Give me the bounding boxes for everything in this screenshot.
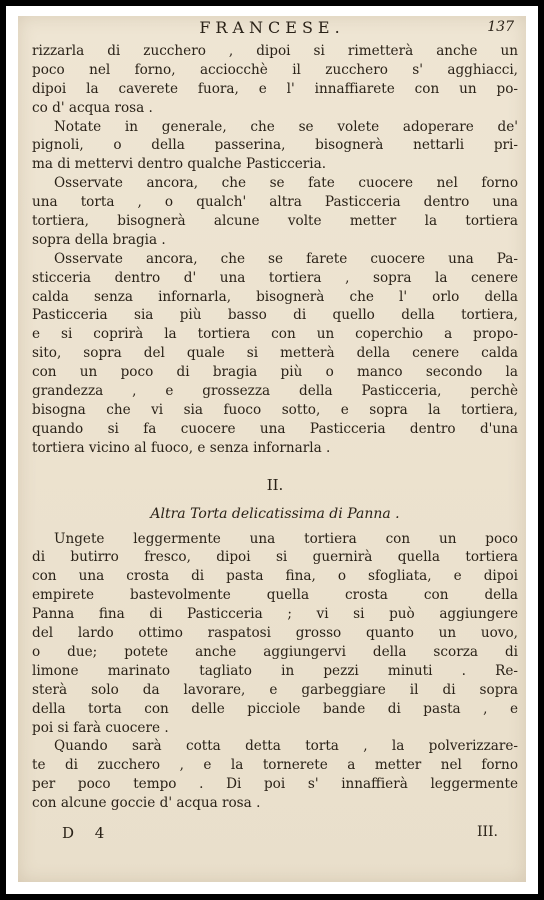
text-line: empirete bastevolmente quella crosta con della: [32, 587, 518, 604]
text-line: per poco tempo . Di poi s' innaffierà leggermente: [32, 776, 518, 793]
page-footer: [18, 824, 526, 846]
paragraph-recipe-method: [32, 530, 518, 738]
text-line: pignoli, o della passerina, bisognerà nettarli pri-: [32, 137, 518, 154]
catchword: III.: [476, 824, 498, 840]
body-text: [32, 42, 518, 813]
text-line: con una crosta di pasta fina, o sfogliata, e dipoi: [32, 568, 518, 585]
book-page: [18, 16, 526, 882]
text-line: del lardo ottimo raspatosi grosso quanto un uovo,: [32, 625, 518, 642]
recipe-title: Altra Torta delicatissima di Panna .: [150, 505, 400, 522]
text-line: Pasticceria sia più basso di quello della tortiera,: [32, 307, 518, 324]
text-line: Notate in generale, che se volete adoperare de': [54, 118, 518, 135]
text-line: Panna fina di Pasticceria ; vi si può aggiungere: [32, 606, 518, 623]
section-numeral: II.: [266, 475, 284, 494]
paragraph-observe-oven: [32, 174, 518, 250]
signature-mark: D 4: [62, 824, 113, 842]
text-line: poi si farà cuocere .: [32, 719, 169, 736]
text-line: sopra della bragia .: [32, 231, 166, 248]
text-line: quando si fa cuocere una Pasticceria dentro d'una: [32, 420, 518, 437]
text-line: limone marinato tagliato in pezzi minuti . Re-: [32, 662, 518, 679]
text-line: Osservate ancora, che se farete cuocere una Pa-: [54, 250, 518, 267]
text-line: dipoi la caverete fuora, e l' innaffiarete con un po-: [32, 80, 518, 97]
scan-frame: [6, 6, 538, 894]
text-line: co d' acqua rosa .: [32, 99, 153, 116]
text-line: bisogna che vi sia fuoco sotto, e sopra la tortiera,: [32, 401, 518, 418]
text-line: te di zucchero , e la tornerete a metter nel forno: [32, 757, 518, 774]
text-line: con alcune goccie d' acqua rosa .: [32, 795, 261, 812]
text-line: o due; potete anche aggiungervi della scorza di: [32, 643, 518, 660]
text-line: Osservate ancora, che se fate cuocere nel forno: [54, 175, 518, 192]
text-line: di butirro fresco, dipoi si guernirà quella tortiera: [32, 549, 518, 566]
paragraph-recipe-finish: [32, 737, 518, 813]
text-line: ma di mettervi dentro qualche Pasticceria.: [32, 156, 327, 173]
text-line: Quando sarà cotta detta torta , la polverizzare-: [54, 738, 518, 755]
page-number: 137: [487, 19, 514, 35]
text-line: calda senza infornarla, bisognerà che l' orlo della: [32, 288, 518, 305]
paragraph-observe-ashes: [32, 250, 518, 458]
running-head: FRANCESE.: [199, 18, 345, 37]
text-line: una torta , o qualch' altra Pasticceria dentro una: [32, 194, 518, 211]
text-line: tortiera vicino al fuoco, e senza infornarla .: [32, 439, 331, 456]
text-line: tortiera, bisognerà alcune volte metter la tortiera: [32, 213, 518, 230]
paragraph-note-pignoli: [32, 118, 518, 175]
text-line: sito, sopra del quale si metterà della cenere calda: [32, 345, 518, 362]
text-line: Ungete leggermente una tortiera con un poco: [54, 530, 518, 547]
text-line: sterà solo da lavorare, e garbeggiare il di sopra: [32, 681, 518, 698]
text-line: e si coprirà la tortiera con un coperchio a propo-: [32, 326, 518, 343]
text-line: sticceria dentro d' una tortiera , sopra la cenere: [32, 269, 518, 286]
paragraph-continuation: [32, 42, 518, 118]
text-line: grandezza , e grossezza della Pasticceria, perchè: [32, 383, 518, 400]
text-line: con un poco di bragia più o manco secondo la: [32, 364, 518, 381]
text-line: della torta con delle picciole bande di pasta , e: [32, 700, 518, 717]
text-line: rizzarla di zucchero , dipoi si rimetterà anche un: [32, 43, 518, 59]
page-header: [18, 18, 526, 42]
text-line: poco nel forno, acciocchè il zucchero s' agghiacci,: [32, 61, 518, 78]
